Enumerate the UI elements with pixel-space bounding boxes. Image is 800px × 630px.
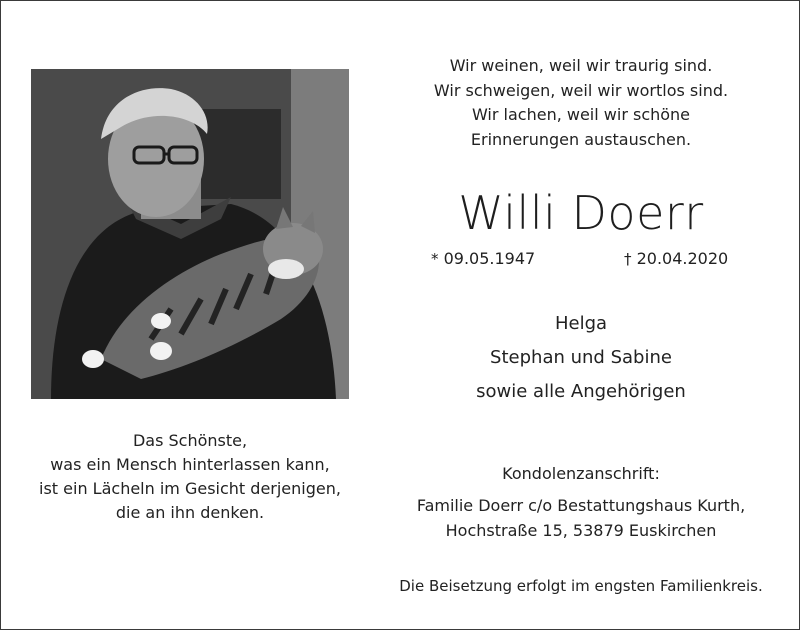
burial-note: Die Beisetzung erfolgt im engsten Familienkreis. (399, 577, 763, 595)
portrait-photo (31, 69, 349, 399)
birth-date: 09.05.1947 (443, 249, 536, 268)
birth-date-line (431, 248, 535, 270)
mourners-list (381, 307, 781, 409)
quote-line: ist ein Lächeln im Gesicht derjenigen, (39, 479, 341, 498)
death-date: 20.04.2020 (636, 249, 729, 268)
quote-line: Wir weinen, weil wir traurig sind. (449, 56, 713, 75)
quote-line: Das Schönste, (132, 431, 248, 450)
mourner-line: Helga (554, 313, 608, 334)
condolence-title: Kondolenzanschrift: (502, 464, 660, 483)
quote-line: was ein Mensch hinterlassen kann, (50, 455, 330, 474)
address-line: Familie Doerr c/o Bestattungshaus Kurth, (416, 495, 746, 515)
condolence-address (381, 461, 781, 544)
deceased-name: Willi Doerr (458, 186, 704, 240)
quote-line: die an ihn denken. (115, 503, 265, 522)
right-quote (381, 54, 781, 152)
quote-line: Erinnerungen austauschen. (470, 129, 692, 149)
left-quote (21, 429, 359, 525)
mourner-line: sowie alle Angehörigen (476, 381, 686, 402)
quote-line: Wir lachen, weil wir schöne (471, 105, 691, 124)
death-symbol: † (624, 250, 632, 268)
birth-symbol: * (431, 250, 439, 268)
death-date-line (624, 248, 728, 270)
mourner-line: Stephan und Sabine (490, 347, 672, 368)
quote-line: Wir schweigen, weil wir wortlos sind. (433, 80, 729, 100)
address-line: Hochstraße 15, 53879 Euskirchen (445, 521, 717, 540)
portrait-illustration (31, 69, 349, 399)
